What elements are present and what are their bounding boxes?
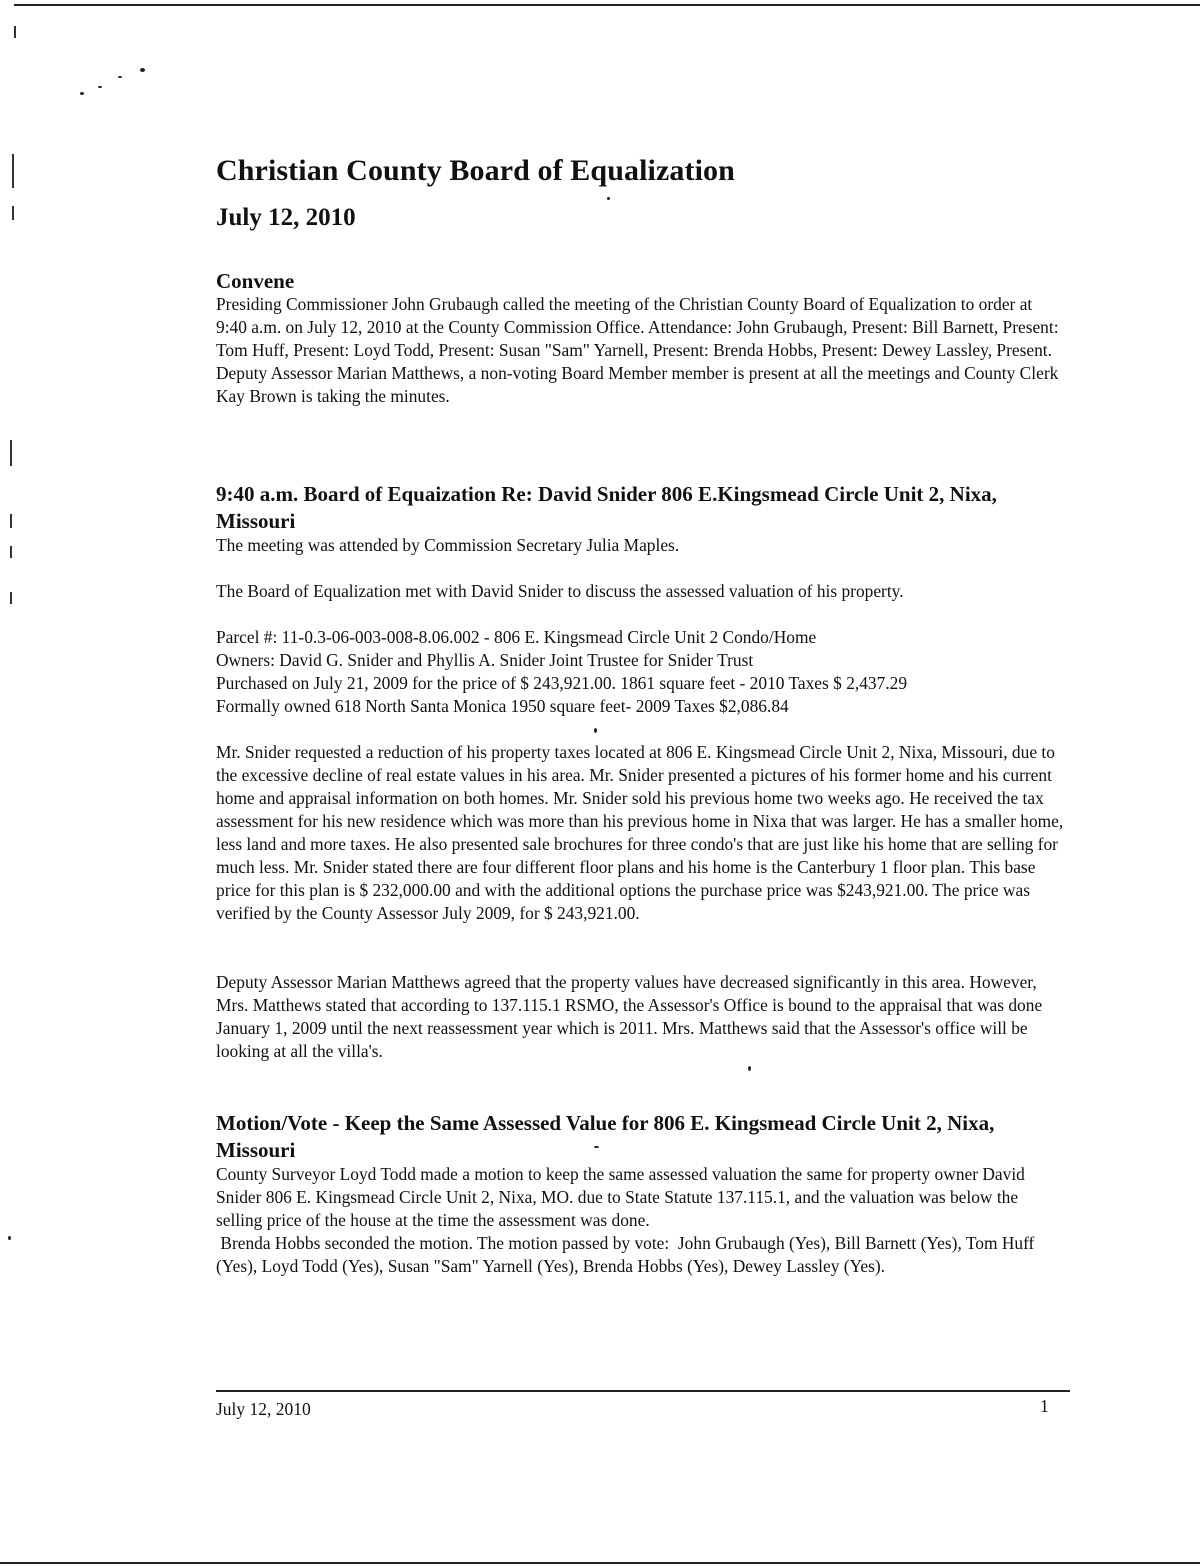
request-paragraph: Mr. Snider requested a reduction of his property taxes located at 806 E. Kingsmead Circle Unit 2, Nixa, Missouri, due to the excessive decline of real estate values in his area. Mr. Snider presented a pictures of his former home and his current home and appraisal information on both homes. Mr. Snider sold his previous home two weeks ago. He received the tax assessment for his new residence which was more than his previous home in Nixa that was larger. He has a smaller home, less land and more taxes. He also presented sale brochures for three condo's that are just like his home that are selling for much less. Mr. Snider stated there are four different floor plans and his home is the Canterbury 1 floor plan. This base price for this plan is $ 232,000.00 and with the additional options the purchase price was $243,921.00. The price was verified by the County Assessor July 2009, for $ 243,921.00. (216, 742, 1064, 923)
scan-speck (594, 728, 597, 733)
scan-speck (8, 1236, 11, 1240)
owners-line: Owners: David G. Snider and Phyllis A. Snider Joint Trustee for Snider Trust (216, 650, 754, 670)
scan-speck (140, 68, 145, 72)
convene-heading: Convene (216, 269, 295, 293)
margin-mark (10, 440, 12, 466)
page-number: 1 (1040, 1396, 1049, 1416)
item1-heading: 9:40 a.m. Board of Equaization Re: David Snider 806 E.Kingsmead Circle Unit 2, Nixa, Missouri (216, 482, 997, 533)
footer-rule (216, 1390, 1070, 1392)
deputy-paragraph: Deputy Assessor Marian Matthews agreed that the property values have decreased significantly in this area. However, Mrs. Matthews stated that according to 137.115.1 RSMO, the Assessor's Office is bound to the appraisal that was done January 1, 2009 until the next reassessment year which is 2011. Mrs. Matthews said that the Assessor's office will be looking at all the villa's. (216, 972, 1043, 1061)
bottom-scan-edge (0, 1562, 1200, 1564)
document-date: July 12, 2010 (216, 204, 356, 231)
former-home-line: Formally owned 618 North Santa Monica 1950 square feet- 2009 Taxes $2,086.84 (216, 696, 789, 716)
met-paragraph: The Board of Equalization met with David Snider to discuss the assessed valuation of his property. (216, 581, 904, 601)
top-scan-edge (14, 4, 1200, 6)
scan-speck (607, 197, 610, 200)
purchase-line: Purchased on July 21, 2009 for the price of $ 243,921.00. 1861 square feet - 2010 Taxes $ 2,437.29 (216, 673, 908, 693)
convene-paragraph: Presiding Commissioner John Grubaugh called the meeting of the Christian County Board of Equalization to order at 9:40 a.m. on July 12, 2010 at the County Commission Office. Attendance: John Grubaugh, Present: Bill Barnett, Present: Tom Huff, Present: Loyd Todd, Present: Susan "Sam" Yarnell, Present: Brenda Hobbs, Present: Dewey Lassley, Present. Deputy Assessor Marian Matthews, a non-voting Board Member member is present at all the meetings and County Clerk Kay Brown is taking the minutes. (216, 294, 1059, 406)
margin-mark (12, 154, 14, 188)
motion-heading: Motion/Vote - Keep the Same Assessed Value for 806 E. Kingsmead Circle Unit 2, Nixa, Missouri (216, 1111, 995, 1162)
scan-speck (118, 76, 122, 78)
motion-paragraph: County Surveyor Loyd Todd made a motion to keep the same assessed valuation the same for property owner David Snider 806 E. Kingsmead Circle Unit 2, Nixa, MO. due to State Statute 137.115.1, and the valuation was below the selling price of the house at the time the assessment was done. (216, 1164, 1025, 1230)
margin-mark (10, 592, 12, 604)
attended-paragraph: The meeting was attended by Commission Secretary Julia Maples. (216, 535, 680, 555)
parcel-line: Parcel #: 11-0.3-06-003-008-8.06.002 - 806 E. Kingsmead Circle Unit 2 Condo/Home (216, 627, 817, 647)
margin-mark (10, 514, 12, 528)
footer-date: July 12, 2010 (216, 1399, 311, 1419)
scan-speck (748, 1066, 751, 1071)
scan-speck (98, 86, 102, 88)
margin-mark (12, 206, 14, 220)
document-title: Christian County Board of Equalization (216, 154, 735, 187)
scan-speck (80, 92, 84, 95)
vote-paragraph: Brenda Hobbs seconded the motion. The motion passed by vote: John Grubaugh (Yes), Bill Barnett (Yes), Tom Huff (Yes), Loyd Todd (Yes), Susan "Sam" Yarnell (Yes), Brenda Hobbs (Yes), Dewey Lassley (Yes). (216, 1233, 1039, 1276)
margin-mark (14, 26, 16, 38)
margin-mark (10, 546, 12, 558)
